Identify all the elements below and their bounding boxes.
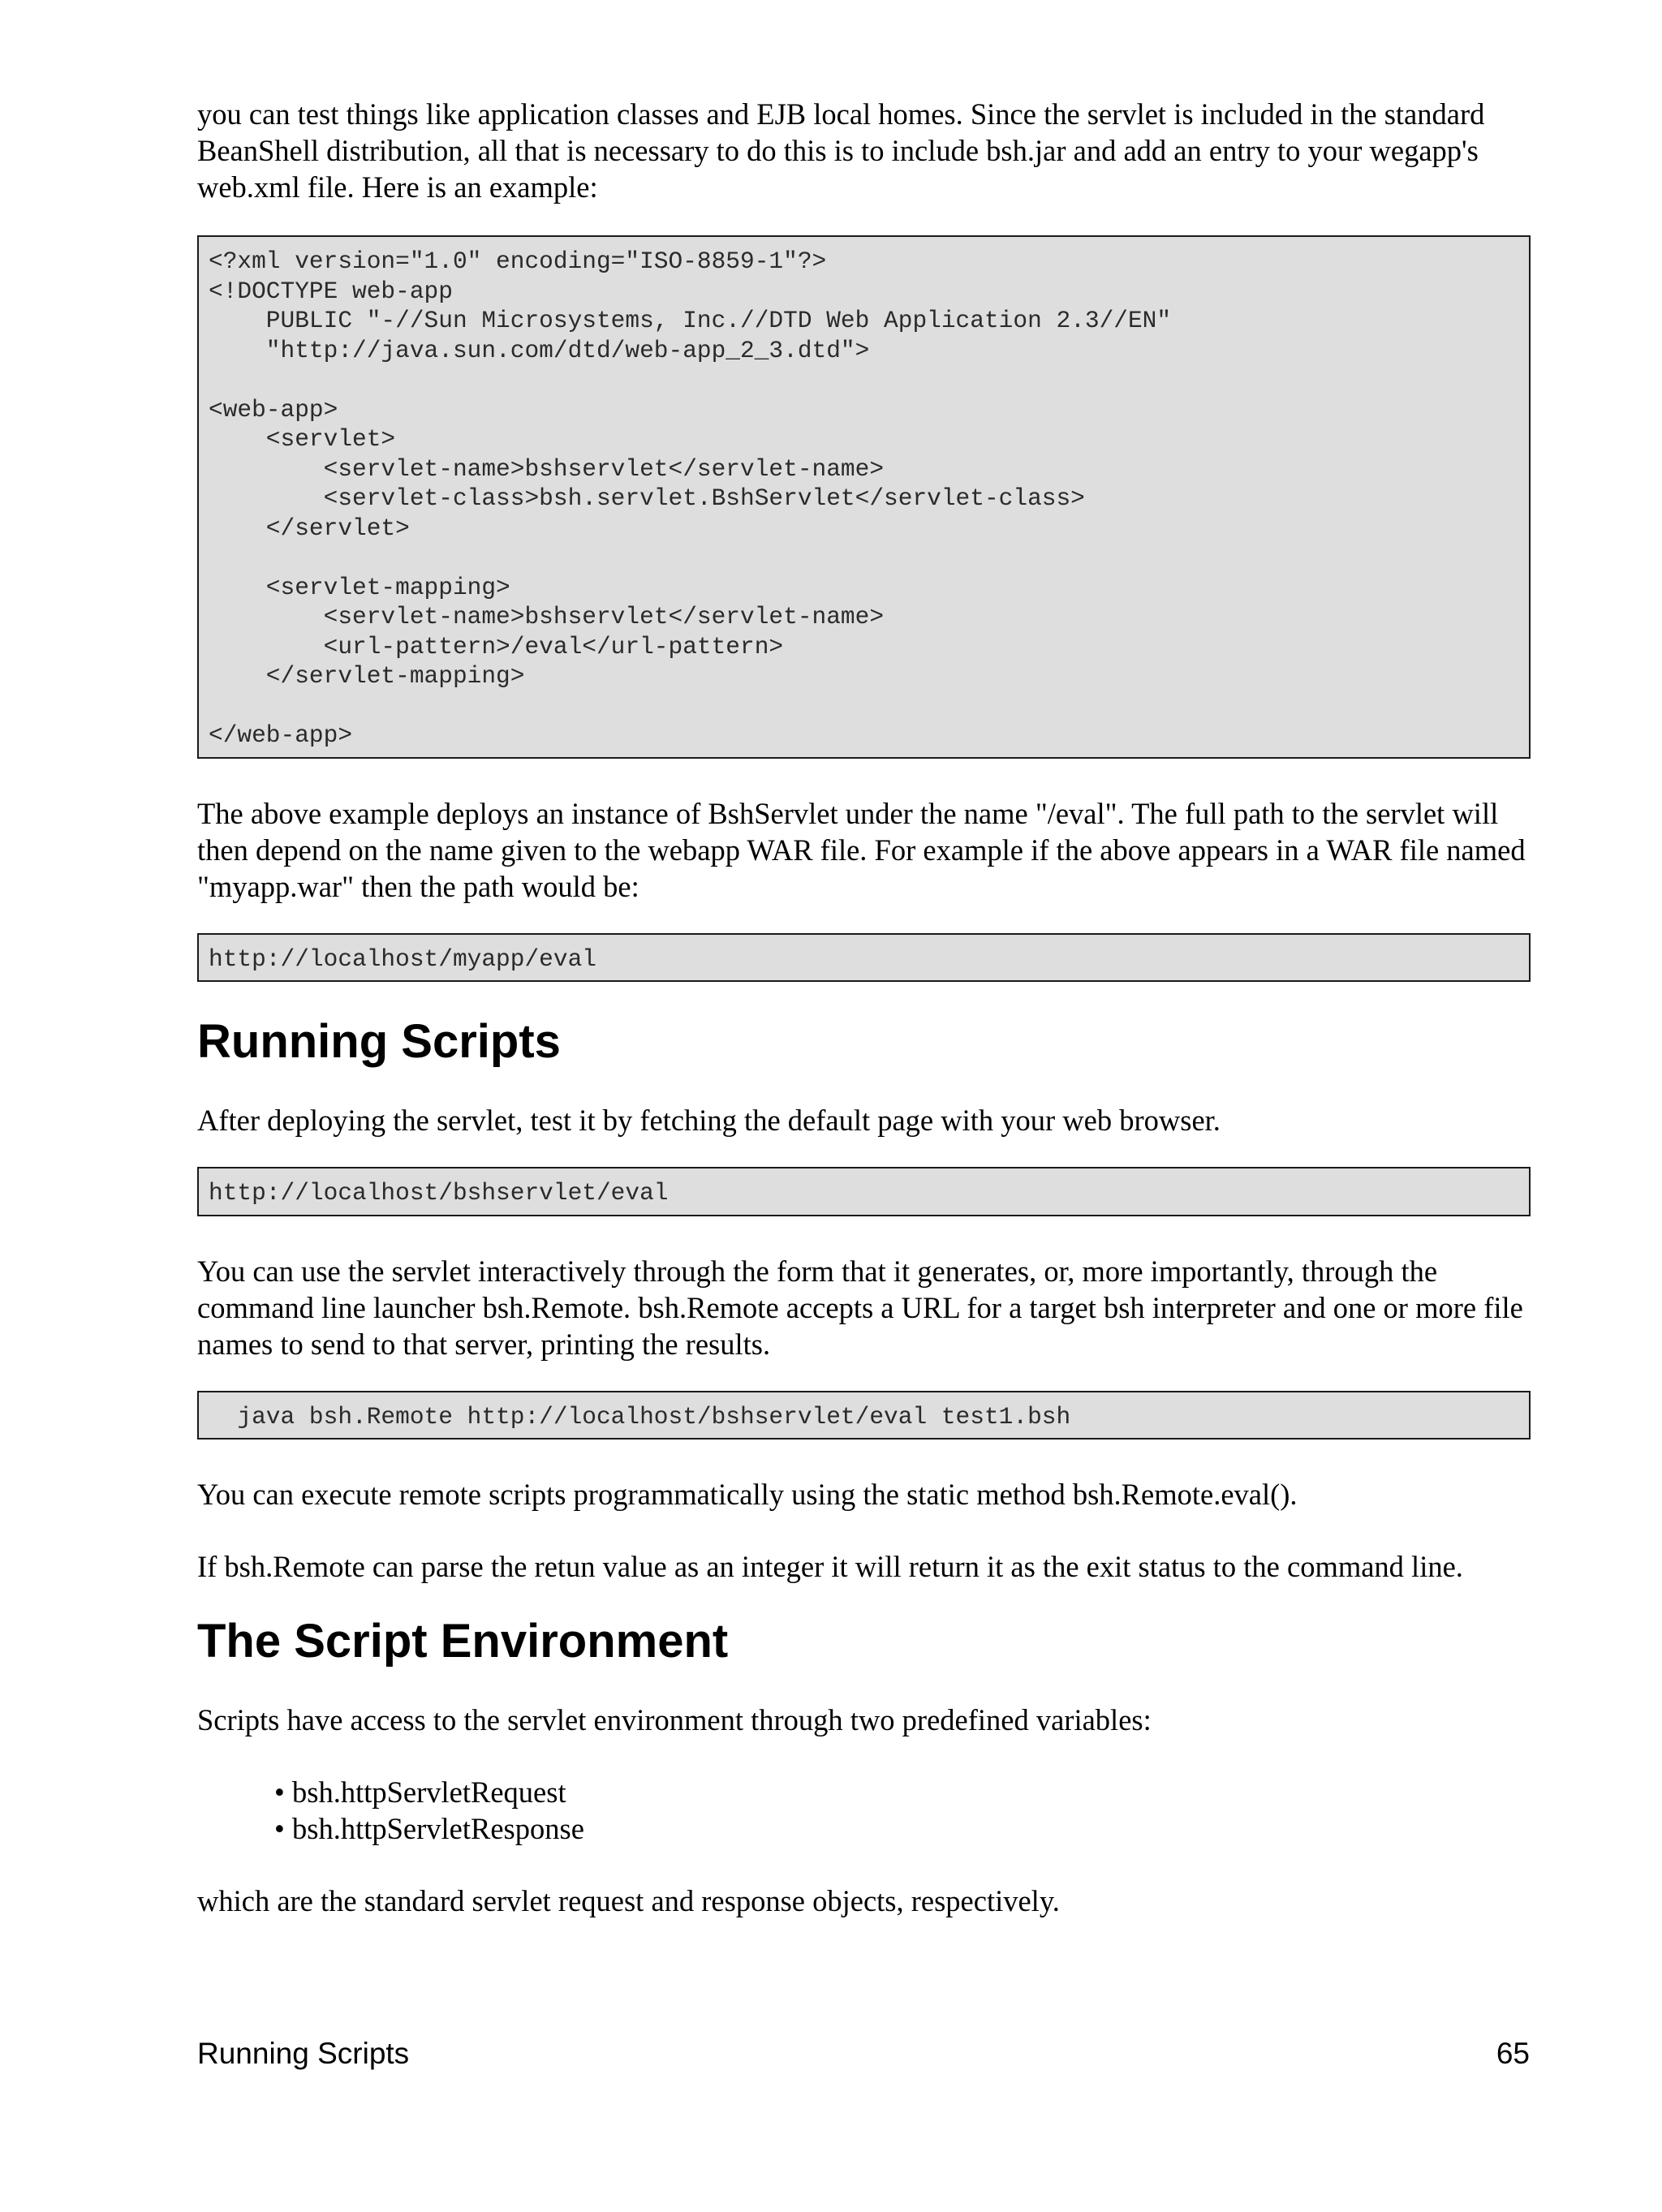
servlet-url-code-block: http://localhost/bshservlet/eval — [197, 1167, 1531, 1216]
predefined-variables-list — [197, 1774, 1530, 1847]
deploy-paragraph: The above example deploys an instance of BshServlet under the name "/eval". The full path to the servlet will then depend on the name given to the webapp WAR file. For example if the above appears in a WAR file named "myapp.war" then the path would be: — [197, 796, 1526, 903]
environment-paragraph-1: Scripts have access to the servlet environment through two predefined variables: — [197, 1703, 1152, 1736]
running-paragraph-3: You can execute remote scripts programmatically using the static method bsh.Remote.eval(). — [197, 1478, 1298, 1511]
myapp-url-code-block: http://localhost/myapp/eval — [197, 933, 1531, 983]
page-content — [197, 96, 1530, 1919]
remote-command-code-block: java bsh.Remote http://localhost/bshservlet/eval test1.bsh — [197, 1391, 1531, 1440]
list-item-response-variable: • bsh.httpServletResponse — [274, 1810, 1530, 1847]
list-item-request-variable: • bsh.httpServletRequest — [274, 1774, 1530, 1810]
intro-paragraph: you can test things like application classes and EJB local homes. Since the servlet is included in the standard BeanShell distribution, all that is necessary to do this is to include bsh.jar and add an entry to your wegapp's web.xml file. Here is an example: — [197, 97, 1485, 204]
page-footer — [197, 2036, 1530, 2072]
web-xml-code-block: <?xml version="1.0" encoding="ISO-8859-1"?> <!DOCTYPE web-app PUBLIC "-//Sun Microsystems, Inc.//DTD Web Application 2.3//EN" "http://java.sun.com/dtd/web-app_2_3.dtd"> <web-app> <servlet> <servlet-name>bshservlet</servlet-name> <servlet-class>bsh.servlet.BshServlet</servlet-class> </servlet> <servlet-mapping> <servlet-name>bshservlet</servlet-name> <url-pattern>/eval</url-pattern> </servlet-mapping> </web-app> — [197, 235, 1531, 759]
running-paragraph-2: You can use the servlet interactively through the form that it generates, or, more importantly, through the command line launcher bsh.Remote. bsh.Remote accepts a URL for a target bsh interpreter and one or more file names to send to that server, printing the results. — [197, 1254, 1523, 1361]
environment-paragraph-2: which are the standard servlet request and response objects, respectively. — [197, 1884, 1060, 1917]
running-paragraph-4: If bsh.Remote can parse the retun value as an integer it will return it as the exit status to the command line. — [197, 1550, 1463, 1583]
running-scripts-heading: Running Scripts — [197, 1015, 561, 1068]
footer-page-number: 65 — [1496, 2037, 1530, 2070]
script-environment-heading: The Script Environment — [197, 1615, 729, 1668]
running-paragraph-1: After deploying the servlet, test it by fetching the default page with your web browser. — [197, 1104, 1221, 1137]
footer-section-title: Running Scripts — [197, 2037, 410, 2070]
